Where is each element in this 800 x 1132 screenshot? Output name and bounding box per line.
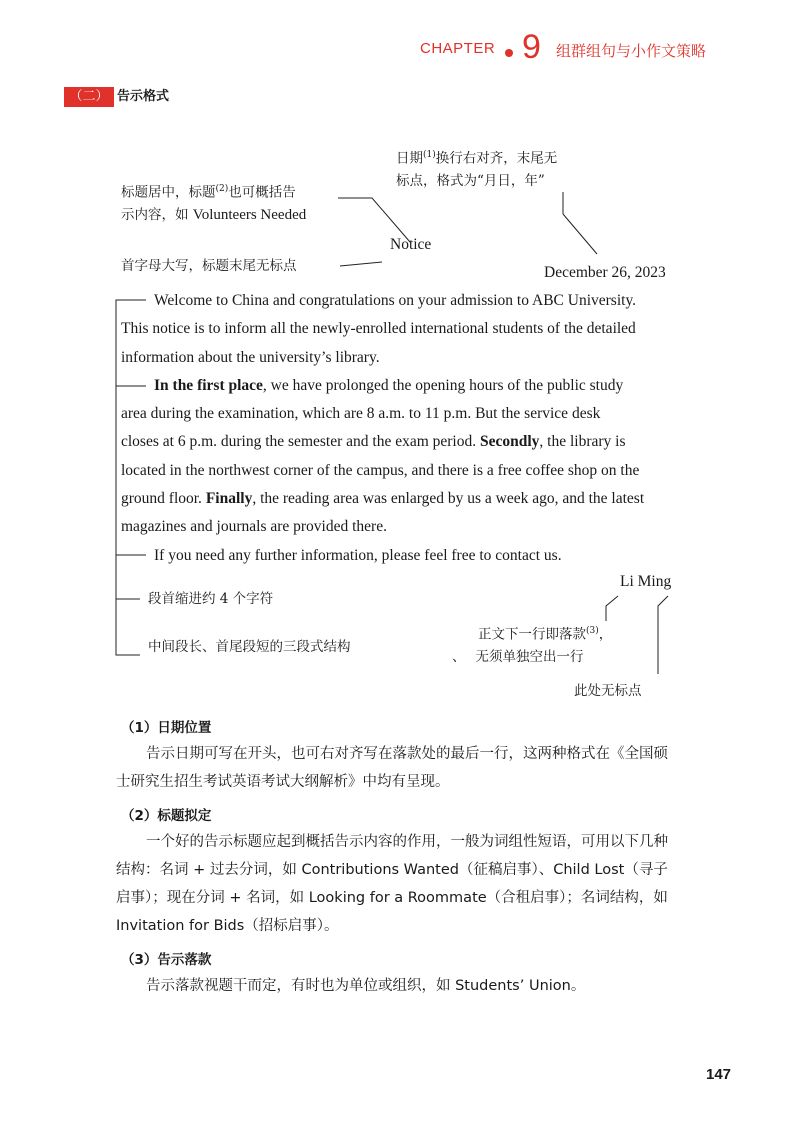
chapter-label: CHAPTER xyxy=(420,40,496,57)
no-punct-note: 此处无标点 xyxy=(574,683,642,699)
p1-line3: information about the university’s library. xyxy=(121,348,380,366)
explanation-heading-1: （1）日期位置 xyxy=(121,720,212,736)
p2-line3-start: closes at 6 p.m. during the semester and the exam period. xyxy=(121,433,477,451)
p2-bold-second: Secondly xyxy=(479,433,540,451)
notice-body xyxy=(121,287,681,570)
signature-note-line1-end: ， xyxy=(598,626,613,643)
title-note-line2-cn: 示内容，如 xyxy=(121,206,189,223)
p1-line1: Welcome to China and congratulations on your admission to ABC University. xyxy=(154,292,637,309)
caps-note-leader xyxy=(340,262,382,266)
signature-note-line1: 正文下一行即落款 xyxy=(478,626,586,643)
section-number: （二） xyxy=(64,87,114,107)
explanation-heading-2: （2）标题拟定 xyxy=(121,808,212,824)
date-note xyxy=(396,144,557,192)
date-note-line1-rest: 换行右对齐，末尾无 xyxy=(435,150,558,167)
explanation-text-2: 一个好的告示标题应起到概括告示内容的作用，一般为词组性短语，可用以下几种结构：名词 + 过去分词，如 Contributions Wanted（征稿启事）、Child Lost（寻子启事）；现在分词 + 名词，如 Looking for a Roommate（合租启事）；名词结构，如 Invitation for Bids（招标启事）。 xyxy=(116,834,668,934)
explanation-text-3: 告示落款视题干而定，有时也为单位或组织，如 Students’ Union。 xyxy=(146,978,586,994)
p2-line2: area during the examination, which are 8 a.m. to 11 p.m. But the service desk xyxy=(121,405,601,423)
p2-line5-start: ground floor. xyxy=(121,490,202,508)
signature-note-mark: (3) xyxy=(586,626,599,636)
signature: Li Ming xyxy=(620,573,672,590)
signature-note: 正文下一行即落款$^{(3)}$， 、 无须单独空出一行 xyxy=(452,626,613,665)
page-number: 147 xyxy=(706,1066,732,1083)
p2-bold-first: In the first place xyxy=(154,376,263,394)
p2-line5 xyxy=(121,485,681,513)
date-note-line2: 标点，格式为“月日，年” xyxy=(396,172,545,189)
signature-note-leader xyxy=(606,596,618,621)
p2-line1-rest: , we have prolonged the opening hours of the public study xyxy=(262,376,624,394)
notice-date: December 26, 2023 xyxy=(544,264,666,281)
p2-line5-rest: , the reading area was enlarged by us a week ago, and the latest xyxy=(252,490,645,508)
p2-line3-rest: , the library is xyxy=(539,433,626,451)
title-note-line1: 标题居中，标题 xyxy=(121,184,216,201)
p1-line2: This notice is to inform all the newly-enrolled international students of the detailed xyxy=(121,320,636,338)
p2-line6: magazines and journals are provided there. xyxy=(121,518,387,536)
title-note-mark: (2) xyxy=(215,184,229,194)
caps-note: 首字母大写，标题末尾无标点 xyxy=(121,258,297,274)
date-note-line1: 日期 xyxy=(396,150,423,167)
structure-note: 中间段长、首尾段短的三段式结构 xyxy=(148,639,351,655)
p2-line4: located in the northwest corner of the campus, and there is a free coffee shop on the xyxy=(121,461,640,479)
explanation-text-1: 告示日期可写在开头，也可右对齐写在落款处的最后一行，这两种格式在《全国硕士研究生招生考试英语考试大纲解析》中均有呈现。 xyxy=(116,746,668,790)
title-note-line1-rest: 也可概括告 xyxy=(228,184,296,201)
section-title: 告示格式 xyxy=(117,89,170,104)
indent-note: 段首缩进约 4 个字符 xyxy=(148,591,274,607)
p2-line1 xyxy=(121,372,681,400)
no-punct-leader xyxy=(658,596,668,674)
date-note-leader-diagonal xyxy=(563,214,597,254)
chapter-number: 9 xyxy=(522,28,541,66)
date-note-mark: (1) xyxy=(423,150,436,160)
title-note xyxy=(121,178,306,226)
p3-line1: If you need any further information, please feel free to contact us. xyxy=(154,546,562,564)
notice-title: Notice xyxy=(390,236,432,253)
chapter-title: 组群组句与小作文策略 xyxy=(556,42,707,60)
p2-line3 xyxy=(121,428,681,456)
title-note-line2-en: Volunteers Needed xyxy=(192,206,307,223)
signature-note-line2: 无须单独空出一行 xyxy=(475,648,584,665)
explanation-heading-3: （3）告示落款 xyxy=(121,952,212,968)
p2-bold-finally: Finally xyxy=(205,490,253,508)
